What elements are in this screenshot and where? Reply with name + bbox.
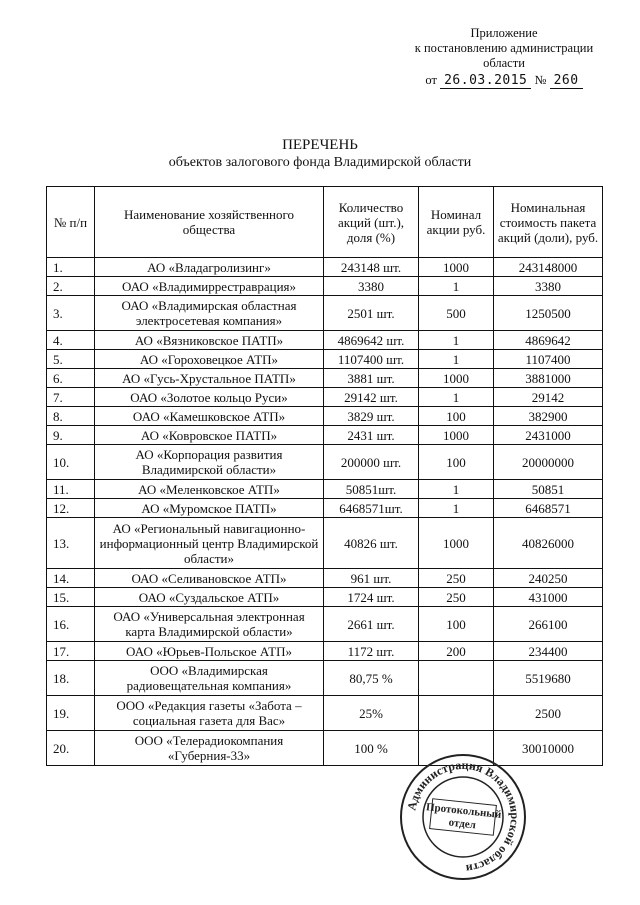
table-body [47, 258, 603, 766]
total-value-cell: 1107400 [494, 350, 603, 369]
table-row [47, 426, 603, 445]
shares-quantity-cell: 1107400 шт. [324, 350, 419, 369]
table-row [47, 331, 603, 350]
total-value-cell: 2431000 [494, 426, 603, 445]
total-value-cell: 50851 [494, 480, 603, 499]
from-label: от [425, 73, 437, 87]
order-number: 260 [550, 73, 583, 89]
table-row [47, 642, 603, 661]
title-heading: ПЕРЕЧЕНЬ [282, 137, 358, 153]
table-row [47, 350, 603, 369]
shares-quantity-cell: 25% [324, 696, 419, 731]
total-value-cell: 234400 [494, 642, 603, 661]
col-name-header: Наименование хозяйственного общества [95, 187, 324, 258]
row-number-cell: 1. [47, 258, 95, 277]
company-name-cell: ОАО «Универсальная электронная карта Владимирской области» [95, 607, 324, 642]
row-number-cell: 18. [47, 661, 95, 696]
company-name-cell: АО «Региональный навигационно-информационный центр Владимирской области» [95, 518, 324, 569]
total-value-cell: 1250500 [494, 296, 603, 331]
share-nominal-cell: 200 [419, 642, 494, 661]
share-nominal-cell: 1 [419, 331, 494, 350]
shares-quantity-cell: 200000 шт. [324, 445, 419, 480]
col-num-header: № п/п [47, 187, 95, 258]
share-nominal-cell: 1 [419, 350, 494, 369]
shares-quantity-cell: 6468571шт. [324, 499, 419, 518]
table-row [47, 518, 603, 569]
row-number-cell: 15. [47, 588, 95, 607]
table-header-row [47, 187, 603, 258]
share-nominal-cell: 1 [419, 277, 494, 296]
stamp-center-line-1: Протокольный [425, 801, 502, 821]
share-nominal-cell: 1 [419, 499, 494, 518]
assets-table [46, 186, 603, 766]
total-value-cell: 431000 [494, 588, 603, 607]
official-stamp [398, 752, 528, 882]
company-name-cell: ОАО «Селивановское АТП» [95, 569, 324, 588]
page-title [0, 136, 640, 172]
table-row [47, 588, 603, 607]
row-number-cell: 2. [47, 277, 95, 296]
company-name-cell: ОАО «Юрьев-Польское АТП» [95, 642, 324, 661]
table-row [47, 369, 603, 388]
total-value-cell: 6468571 [494, 499, 603, 518]
row-number-cell: 19. [47, 696, 95, 731]
col-total-header: Номинальная стоимость пакета акций (доли), руб. [494, 187, 603, 258]
total-value-cell: 30010000 [494, 731, 603, 766]
header-line-3: области [483, 56, 525, 70]
shares-quantity-cell: 2501 шт. [324, 296, 419, 331]
share-nominal-cell: 1 [419, 480, 494, 499]
share-nominal-cell: 250 [419, 569, 494, 588]
total-value-cell: 3881000 [494, 369, 603, 388]
table-row [47, 696, 603, 731]
company-name-cell: ОАО «Камешковское АТП» [95, 407, 324, 426]
total-value-cell: 2500 [494, 696, 603, 731]
table-row [47, 258, 603, 277]
shares-quantity-cell: 4869642 шт. [324, 331, 419, 350]
row-number-cell: 5. [47, 350, 95, 369]
shares-quantity-cell: 3829 шт. [324, 407, 419, 426]
share-nominal-cell: 1000 [419, 369, 494, 388]
shares-quantity-cell: 3380 [324, 277, 419, 296]
shares-quantity-cell: 29142 шт. [324, 388, 419, 407]
row-number-cell: 12. [47, 499, 95, 518]
shares-quantity-cell: 2431 шт. [324, 426, 419, 445]
company-name-cell: ООО «Редакция газеты «Забота – социальная газета для Вас» [95, 696, 324, 731]
col-nominal-header: Номинал акции руб. [419, 187, 494, 258]
shares-quantity-cell: 1172 шт. [324, 642, 419, 661]
table-row [47, 480, 603, 499]
company-name-cell: ОАО «Золотое кольцо Руси» [95, 388, 324, 407]
total-value-cell: 40826000 [494, 518, 603, 569]
share-nominal-cell: 250 [419, 588, 494, 607]
row-number-cell: 7. [47, 388, 95, 407]
total-value-cell: 243148000 [494, 258, 603, 277]
share-nominal-cell: 100 [419, 607, 494, 642]
company-name-cell: АО «Ковровское ПАТП» [95, 426, 324, 445]
stamp-center-line-2: отдел [448, 816, 477, 832]
share-nominal-cell: 1000 [419, 518, 494, 569]
shares-quantity-cell: 50851шт. [324, 480, 419, 499]
company-name-cell: ОАО «Суздальское АТП» [95, 588, 324, 607]
share-nominal-cell: 100 [419, 445, 494, 480]
shares-quantity-cell: 2661 шт. [324, 607, 419, 642]
company-name-cell: АО «Гусь-Хрустальное ПАТП» [95, 369, 324, 388]
number-label: № [534, 73, 547, 87]
order-date: 26.03.2015 [440, 73, 531, 89]
row-number-cell: 9. [47, 426, 95, 445]
table-row [47, 661, 603, 696]
share-nominal-cell: 1000 [419, 258, 494, 277]
stamp-ring-text: Администрация Владимирской области [404, 757, 523, 876]
company-name-cell: АО «Корпорация развития Владимирской области» [95, 445, 324, 480]
header-line-1: Приложение [470, 26, 538, 40]
table-row [47, 407, 603, 426]
total-value-cell: 5519680 [494, 661, 603, 696]
total-value-cell: 240250 [494, 569, 603, 588]
shares-quantity-cell: 1724 шт. [324, 588, 419, 607]
row-number-cell: 13. [47, 518, 95, 569]
share-nominal-cell: 1000 [419, 426, 494, 445]
row-number-cell: 4. [47, 331, 95, 350]
company-name-cell: АО «Владагролизинг» [95, 258, 324, 277]
row-number-cell: 16. [47, 607, 95, 642]
shares-quantity-cell: 3881 шт. [324, 369, 419, 388]
share-nominal-cell [419, 661, 494, 696]
shares-quantity-cell: 40826 шт. [324, 518, 419, 569]
table-row [47, 499, 603, 518]
share-nominal-cell: 500 [419, 296, 494, 331]
company-name-cell: АО «Вязниковское ПАТП» [95, 331, 324, 350]
company-name-cell: ООО «Телерадиокомпания «Губерния-33» [95, 731, 324, 766]
table-row [47, 388, 603, 407]
title-subheading: объектов залогового фонда Владимирской области [168, 155, 472, 170]
total-value-cell: 3380 [494, 277, 603, 296]
company-name-cell: АО «Гороховецкое АТП» [95, 350, 324, 369]
table-row [47, 296, 603, 331]
share-nominal-cell [419, 696, 494, 731]
share-nominal-cell: 100 [419, 407, 494, 426]
row-number-cell: 14. [47, 569, 95, 588]
row-number-cell: 8. [47, 407, 95, 426]
header-line-2: к постановлению администрации [414, 41, 594, 55]
col-qty-header: Количество акций (шт.), доля (%) [324, 187, 419, 258]
company-name-cell: ОАО «Владимиррестраврация» [95, 277, 324, 296]
company-name-cell: ОАО «Владимирская областная электросетевая компания» [95, 296, 324, 331]
total-value-cell: 382900 [494, 407, 603, 426]
table-row [47, 607, 603, 642]
share-nominal-cell: 1 [419, 388, 494, 407]
company-name-cell: АО «Муромское ПАТП» [95, 499, 324, 518]
company-name-cell: ООО «Владимирская радиовещательная компания» [95, 661, 324, 696]
shares-quantity-cell: 80,75 % [324, 661, 419, 696]
row-number-cell: 3. [47, 296, 95, 331]
row-number-cell: 10. [47, 445, 95, 480]
order-line [404, 73, 604, 88]
row-number-cell: 11. [47, 480, 95, 499]
shares-quantity-cell: 243148 шт. [324, 258, 419, 277]
document-header [404, 26, 604, 88]
total-value-cell: 266100 [494, 607, 603, 642]
row-number-cell: 20. [47, 731, 95, 766]
row-number-cell: 6. [47, 369, 95, 388]
table-row [47, 445, 603, 480]
total-value-cell: 4869642 [494, 331, 603, 350]
total-value-cell: 20000000 [494, 445, 603, 480]
table-row [47, 277, 603, 296]
shares-quantity-cell: 961 шт. [324, 569, 419, 588]
row-number-cell: 17. [47, 642, 95, 661]
total-value-cell: 29142 [494, 388, 603, 407]
company-name-cell: АО «Меленковское АТП» [95, 480, 324, 499]
shares-quantity-cell: 100 % [324, 731, 419, 766]
table-row [47, 569, 603, 588]
